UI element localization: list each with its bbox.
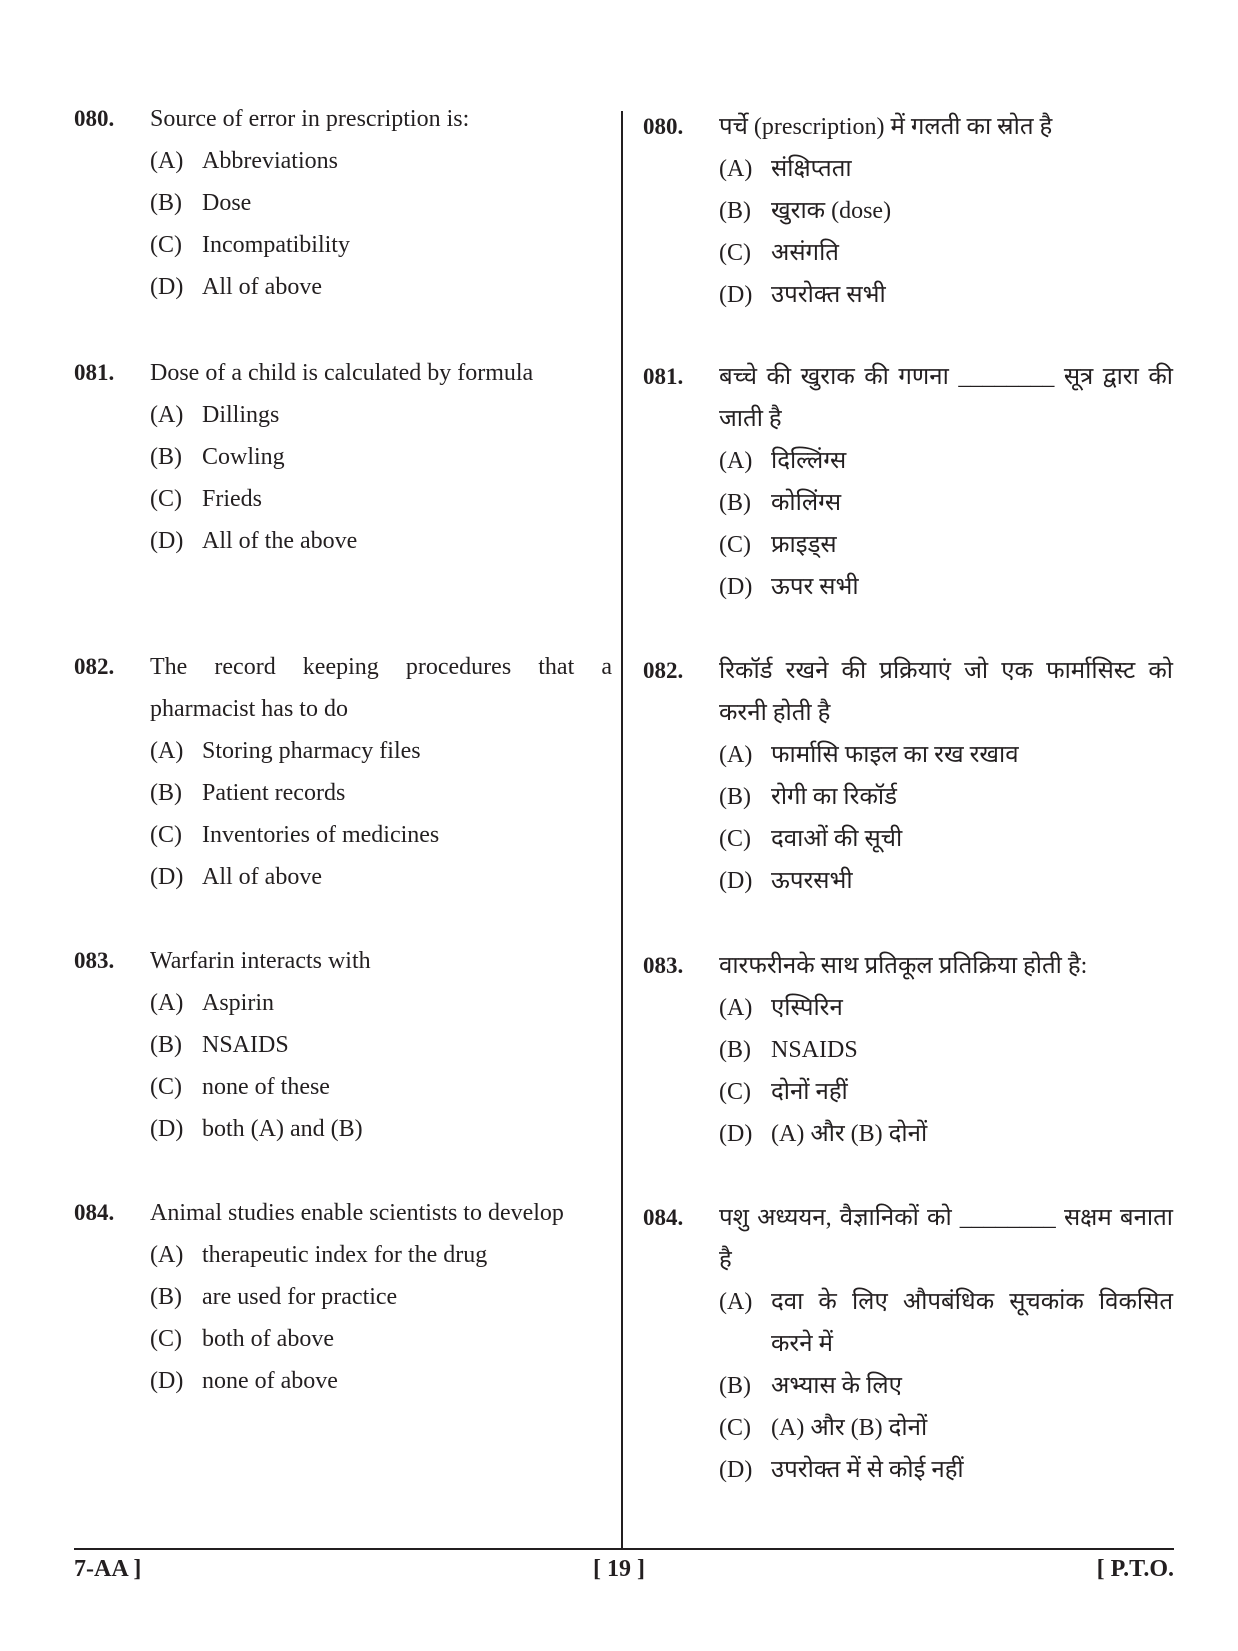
option-d <box>719 566 1173 608</box>
option-label: (B) <box>150 1284 182 1310</box>
option-text: ऊपरसभी <box>771 868 853 894</box>
option-d <box>150 856 612 898</box>
question-number: 083. <box>643 953 684 978</box>
option-label: (B) <box>719 1037 751 1063</box>
option-text: All of above <box>202 864 322 890</box>
question-number: 081. <box>643 364 684 389</box>
option-label: (D) <box>150 864 184 890</box>
option-label: (D) <box>719 868 753 894</box>
option-label: (A) <box>150 990 184 1016</box>
option-label: (B) <box>719 1373 751 1399</box>
option-text: ऊपर सभी <box>771 574 859 600</box>
option-label: (B) <box>150 780 182 806</box>
option-label: (B) <box>719 784 751 810</box>
option-a <box>719 734 1173 776</box>
option-c <box>719 232 1173 274</box>
option-text: रोगी का रिकॉर्ड <box>771 784 897 810</box>
option-text: संक्षिप्तता <box>771 156 852 182</box>
option-text: एस्पिरिन <box>771 995 843 1021</box>
option-text: अभ्यास के लिए <box>771 1373 902 1399</box>
option-text: Storing pharmacy files <box>202 738 421 764</box>
question-number: 080. <box>643 114 684 139</box>
option-a <box>150 140 612 182</box>
option-label: (A) <box>150 148 184 174</box>
pto-label: [ P.T.O. <box>1096 1556 1174 1582</box>
question-084-hi <box>643 1197 1173 1491</box>
option-label: (B) <box>150 1032 182 1058</box>
option-text: are used for practice <box>202 1284 398 1310</box>
option-label: (B) <box>719 490 751 516</box>
column-divider <box>621 111 623 1550</box>
option-b <box>719 482 1173 524</box>
option-d <box>719 1113 1173 1155</box>
option-label: (C) <box>150 1326 182 1352</box>
question-text: पर्चे (prescription) में गलती का स्रोत है <box>719 114 1053 140</box>
option-label: (D) <box>719 574 753 600</box>
option-text: असंगति <box>771 240 839 266</box>
option-c <box>150 224 612 266</box>
option-b <box>719 1365 1173 1407</box>
option-label: (A) <box>719 448 753 474</box>
question-number: 084. <box>643 1205 684 1230</box>
option-label: (A) <box>150 402 184 428</box>
option-label: (D) <box>150 1116 184 1142</box>
option-text: उपरोक्त सभी <box>771 282 886 308</box>
option-label: (D) <box>719 282 753 308</box>
option-c <box>150 1318 612 1360</box>
option-label: (C) <box>719 826 751 852</box>
option-a <box>150 394 612 436</box>
option-label: (A) <box>150 738 184 764</box>
question-number: 083. <box>74 948 115 973</box>
question-text: रिकॉर्ड रखने की प्रक्रियाएं जो एक फार्मासिस्ट को करनी होती है <box>719 658 1173 726</box>
option-text: (A) और (B) दोनों <box>771 1121 928 1147</box>
option-c <box>150 478 612 520</box>
option-d <box>150 1360 612 1402</box>
option-text: Patient records <box>202 780 346 806</box>
option-text: फ्राइड्स <box>771 532 837 558</box>
option-text: All of the above <box>202 528 358 554</box>
question-084-en <box>74 1192 612 1402</box>
option-label: (C) <box>719 240 751 266</box>
option-label: (B) <box>150 444 182 470</box>
option-b <box>150 772 612 814</box>
footer-rule <box>74 1548 1174 1550</box>
option-label: (C) <box>150 232 182 258</box>
option-b <box>150 436 612 478</box>
option-c <box>719 818 1173 860</box>
option-text: All of above <box>202 274 322 300</box>
option-label: (C) <box>150 486 182 512</box>
question-text: Animal studies enable scientists to develop <box>150 1200 564 1226</box>
option-text: फार्मासि फाइल का रख रखाव <box>771 742 1019 768</box>
option-b <box>719 1029 1173 1071</box>
option-text: Inventories of medicines <box>202 822 440 848</box>
option-text: खुराक (dose) <box>771 198 892 224</box>
option-text: (A) और (B) दोनों <box>771 1415 928 1441</box>
option-label: (D) <box>719 1121 753 1147</box>
option-label: (A) <box>719 742 753 768</box>
question-082-hi <box>643 650 1173 902</box>
option-d <box>150 1108 612 1150</box>
option-d <box>719 274 1173 316</box>
option-label: (A) <box>719 156 753 182</box>
option-b <box>719 190 1173 232</box>
option-c <box>150 1066 612 1108</box>
option-label: (D) <box>719 1457 753 1483</box>
option-b <box>150 182 612 224</box>
option-label: (D) <box>150 528 184 554</box>
option-c <box>150 814 612 856</box>
option-a <box>719 987 1173 1029</box>
option-text: Frieds <box>202 486 262 512</box>
option-text: दवाओं की सूची <box>771 826 903 852</box>
option-label: (A) <box>150 1242 184 1268</box>
option-label: (A) <box>719 995 753 1021</box>
question-number: 084. <box>74 1200 115 1225</box>
option-d <box>150 520 612 562</box>
question-text: Source of error in prescription is: <box>150 106 470 132</box>
option-text: therapeutic index for the drug <box>202 1242 488 1268</box>
option-label: (C) <box>719 532 751 558</box>
option-text: Dillings <box>202 402 280 428</box>
option-text: none of these <box>202 1074 330 1100</box>
page-number: [ 19 ] <box>593 1556 645 1582</box>
option-text: NSAIDS <box>202 1032 289 1058</box>
option-text: कोलिंग्स <box>771 490 842 516</box>
question-083-en <box>74 940 612 1150</box>
option-d <box>150 266 612 308</box>
option-label: (C) <box>150 822 182 848</box>
question-number: 080. <box>74 106 115 131</box>
question-text: Dose of a child is calculated by formula <box>150 360 534 386</box>
question-081-en <box>74 352 612 562</box>
option-b <box>150 1276 612 1318</box>
option-text: none of above <box>202 1368 338 1394</box>
option-label: (B) <box>719 198 751 224</box>
option-text: both (A) and (B) <box>202 1116 363 1142</box>
option-d <box>719 1449 1173 1491</box>
option-b <box>150 1024 612 1066</box>
question-text: Warfarin interacts with <box>150 948 371 974</box>
question-082-en <box>74 646 612 898</box>
option-b <box>719 776 1173 818</box>
question-number: 082. <box>643 658 684 683</box>
option-c <box>719 1071 1173 1113</box>
option-a <box>719 440 1173 482</box>
option-label: (A) <box>719 1289 753 1315</box>
option-label: (D) <box>150 1368 184 1394</box>
question-text: The record keeping procedures that a pharmacist has to do <box>150 654 612 722</box>
option-text: Incompatibility <box>202 232 350 258</box>
option-label: (C) <box>719 1415 751 1441</box>
option-text: दोनों नहीं <box>771 1079 848 1105</box>
option-text: NSAIDS <box>771 1037 858 1063</box>
option-text: Aspirin <box>202 990 274 1016</box>
option-label: (B) <box>150 190 182 216</box>
question-081-hi <box>643 356 1173 608</box>
option-text: दिल्लिंग्स <box>771 448 847 474</box>
option-text: both of above <box>202 1326 334 1352</box>
option-text: उपरोक्त में से कोई नहीं <box>771 1457 964 1483</box>
option-text: Dose <box>202 190 252 216</box>
option-d <box>719 860 1173 902</box>
option-a <box>150 730 612 772</box>
question-number: 081. <box>74 360 115 385</box>
option-a <box>719 148 1173 190</box>
option-c <box>719 1407 1173 1449</box>
option-a <box>719 1281 1173 1365</box>
option-label: (C) <box>150 1074 182 1100</box>
option-label: (C) <box>719 1079 751 1105</box>
option-c <box>719 524 1173 566</box>
question-number: 082. <box>74 654 115 679</box>
booklet-code: 7-AA ] <box>74 1556 142 1582</box>
option-label: (D) <box>150 274 184 300</box>
option-text: दवा के लिए औपबंधिक सूचकांक विकसित करने में <box>771 1289 1173 1357</box>
question-083-hi <box>643 945 1173 1155</box>
option-a <box>150 982 612 1024</box>
option-text: Abbreviations <box>202 148 338 174</box>
option-text: Cowling <box>202 444 285 470</box>
option-a <box>150 1234 612 1276</box>
question-080-en <box>74 98 612 308</box>
question-080-hi <box>643 106 1173 316</box>
question-text: बच्चे की खुराक की गणना ________ सूत्र द्वारा की जाती है <box>719 364 1173 432</box>
question-text: पशु अध्ययन, वैज्ञानिकों को ________ सक्षम बनाता है <box>719 1205 1173 1273</box>
question-text: वारफरीनके साथ प्रतिकूल प्रतिक्रिया होती है: <box>719 953 1088 979</box>
